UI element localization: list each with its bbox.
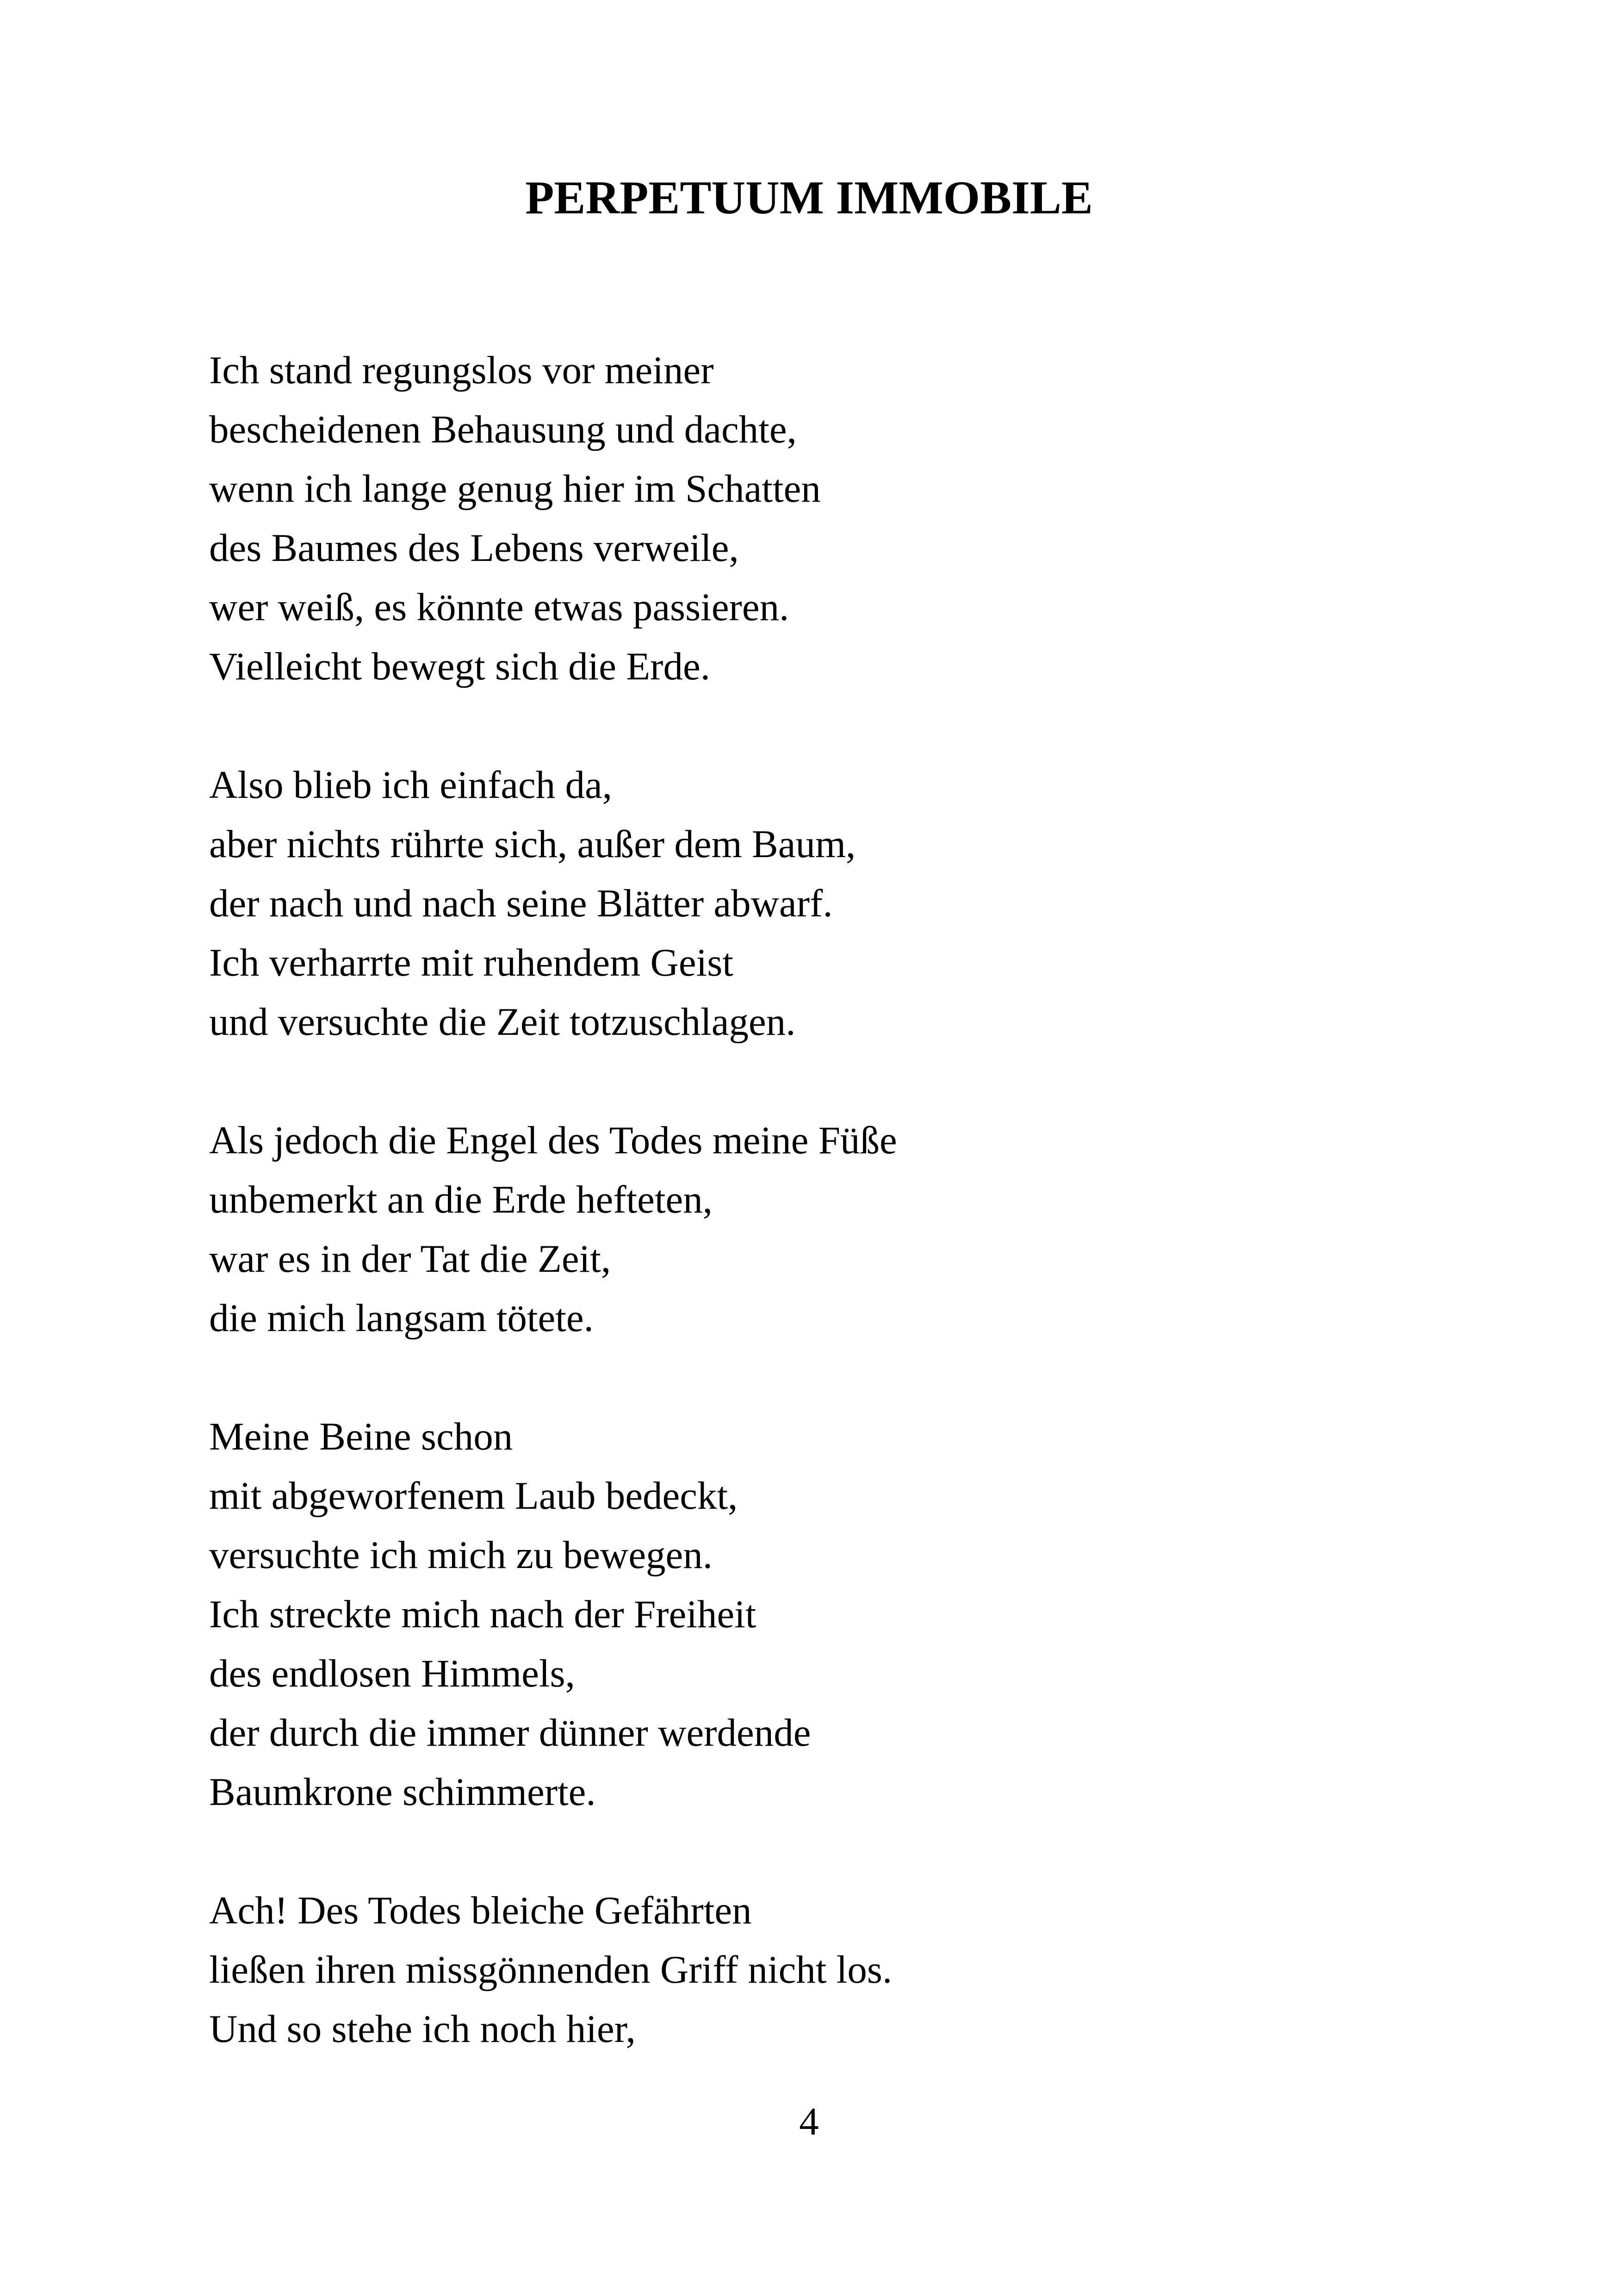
poem-line: Ich stand regungslos vor meiner — [209, 348, 714, 392]
poem-line: Als jedoch die Engel des Todes meine Füße — [209, 1119, 897, 1162]
poem-line: versuchte ich mich zu bewegen. — [209, 1533, 713, 1577]
poem-line: des endlosen Himmels, — [209, 1652, 575, 1695]
poem-line: bescheidenen Behausung und dachte, — [209, 408, 797, 451]
poem-line: war es in der Tat die Zeit, — [209, 1237, 611, 1281]
poem-line: Und so stehe ich noch hier, — [209, 2007, 636, 2051]
poem-line: aber nichts rührte sich, außer dem Baum, — [209, 822, 856, 866]
poem-line: Also blieb ich einfach da, — [209, 763, 612, 807]
page-title: PERPETUUM IMMOBILE — [525, 172, 1093, 224]
page-number: 4 — [799, 2100, 819, 2143]
stanza-4 — [209, 1407, 1458, 1822]
poem-line: die mich langsam tötete. — [209, 1296, 594, 1340]
poem-line: Vielleicht bewegt sich die Erde. — [209, 645, 710, 688]
stanza-3 — [209, 1111, 1458, 1348]
poem-line: Ach! Des Todes bleiche Gefährten — [209, 1889, 752, 1932]
poem-line: wenn ich lange genug hier im Schatten — [209, 467, 821, 510]
poem-line: Ich verharrte mit ruhendem Geist — [209, 941, 733, 984]
poem-line: mit abgeworfenem Laub bedeckt, — [209, 1474, 738, 1518]
poem-line: ließen ihren missgönnenden Griff nicht los. — [209, 1948, 893, 1991]
poem-line: Baumkrone schimmerte. — [209, 1770, 596, 1814]
poem-line: Meine Beine schon — [209, 1415, 513, 1458]
poem-line: der durch die immer dünner werdende — [209, 1711, 811, 1755]
poem-body — [209, 341, 1458, 2118]
poem-line: der nach und nach seine Blätter abwarf. — [209, 882, 833, 925]
poem-line: unbemerkt an die Erde hefteten, — [209, 1178, 713, 1221]
stanza-5 — [209, 1881, 1458, 2059]
stanza-2 — [209, 755, 1458, 1052]
stanza-1 — [209, 341, 1458, 696]
poem-line: Ich streckte mich nach der Freiheit — [209, 1593, 756, 1636]
poem-line: des Baumes des Lebens verweile, — [209, 526, 739, 570]
poem-line: wer weiß, es könnte etwas passieren. — [209, 585, 789, 629]
poem-line: und versuchte die Zeit totzuschlagen. — [209, 1000, 796, 1044]
